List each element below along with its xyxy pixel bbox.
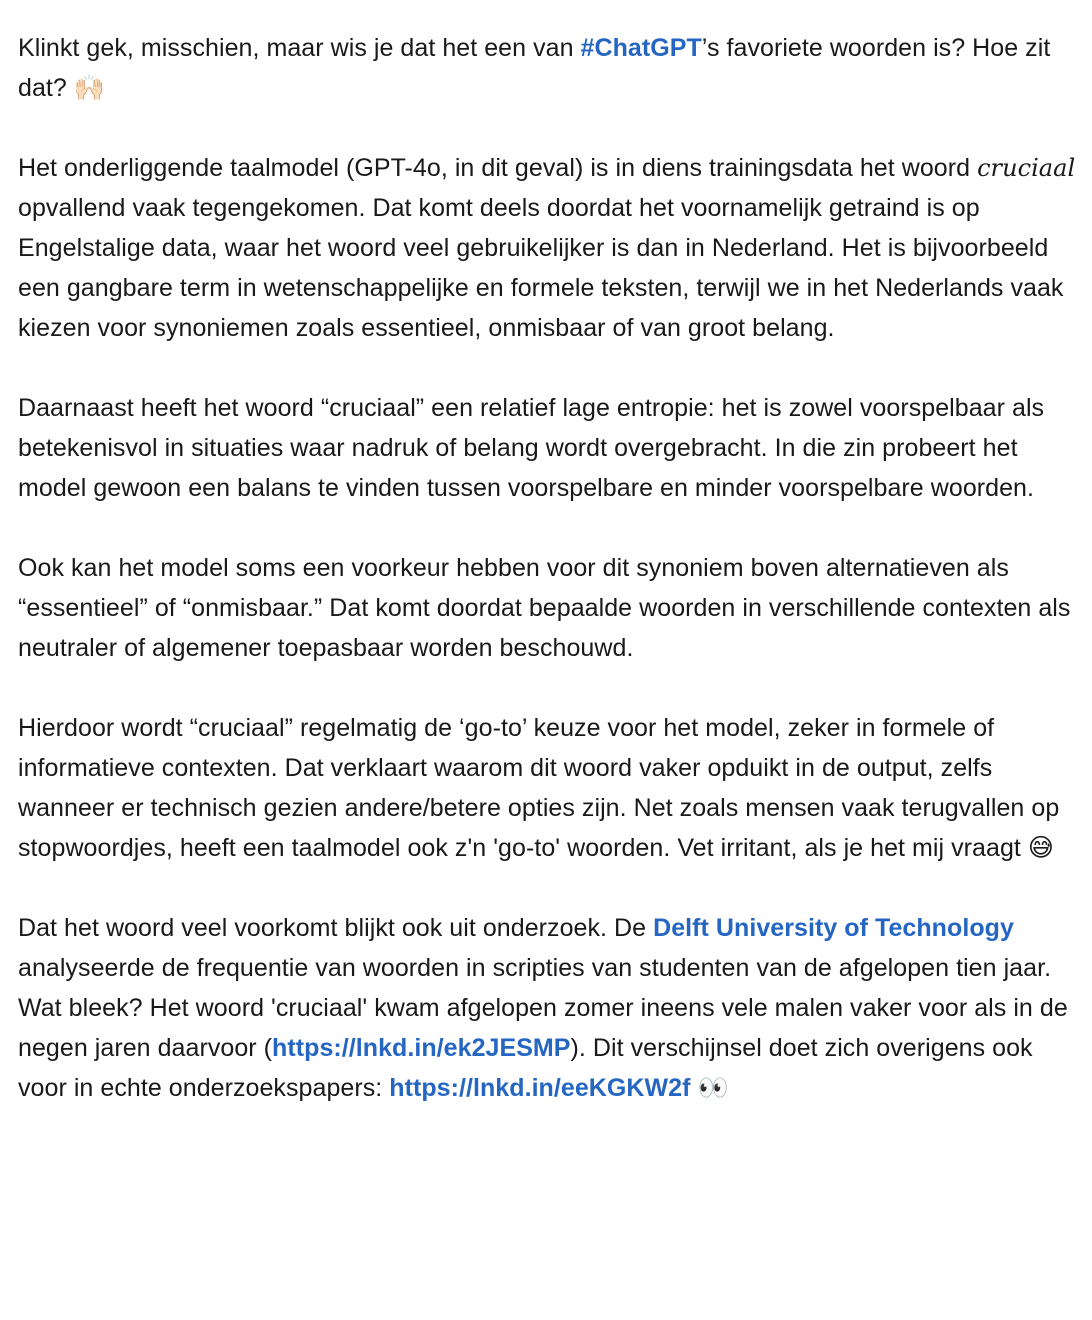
post-text: Ook kan het model soms een voorkeur hebben voor dit synoniem boven alternatieven als “essentieel” of “onmisbaar.” Dat komt doordat bepaalde woorden in verschillende contexten als neutraler of algemener toepasbaar worden beschouwd. — [18, 554, 1071, 662]
post-text: opvallend vaak tegengekomen. Dat komt deels doordat het voornamelijk getraind is op Engelstalige data, waar het woord veel gebruikelijker is dan in Nederland. Het is bijvoorbeeld een gangbare term in wetenschappelijke en formele teksten, terwijl we in het Nederlands vaak kiezen voor synoniemen zoals essentieel, onmisbaar of van groot belang. — [18, 194, 1064, 342]
mention-delft-university-link[interactable]: Delft University of Technology — [653, 914, 1014, 942]
grinning-sweat-emoji-icon: 😅 — [1027, 833, 1055, 862]
post-paragraph-6 — [18, 908, 1078, 1108]
post-text: Klinkt gek, misschien, maar wis je dat het een van — [18, 34, 581, 62]
post-paragraph-2 — [18, 148, 1078, 348]
post-text: Dat het woord veel voorkomt blijkt ook uit onderzoek. De — [18, 914, 654, 942]
post-paragraph-3 — [18, 388, 1078, 508]
url-link-1[interactable]: https://lnkd.in/ek2JESMP — [272, 1034, 571, 1062]
post-paragraph-4 — [18, 548, 1078, 668]
post-paragraph-1 — [18, 28, 1078, 108]
post-text: Hierdoor wordt “cruciaal” regelmatig de ‘go-to’ keuze voor het model, zeker in formele of informatieve contexten. Dat verklaart waarom dit woord vaker opduikt in de output, zelfs wanneer er technisch gezien andere/betere opties zijn. Net zoals mensen vaak terugvallen op stopwoordjes, heeft een taalmodel ook z'n 'go-to' woorden. Vet irritant, als je het mij vraagt — [18, 714, 1060, 862]
post-text: Het onderliggende taalmodel (GPT-4o, in dit geval) is in diens trainingsdata het woord — [18, 154, 978, 182]
post-text: ). Dit verschijnsel doet zich overigens ook voor in echte onderzoekspapers: — [18, 1034, 1033, 1102]
eyes-emoji-icon: 👀 — [697, 1073, 729, 1102]
hashtag-chatgpt-link[interactable]: #ChatGPT — [580, 34, 702, 62]
raising-hands-emoji-icon: 🙌🏻 — [73, 73, 106, 102]
italic-word: cruciaal — [977, 154, 1076, 182]
post-paragraph-5 — [18, 708, 1078, 868]
post-body — [18, 28, 1078, 1108]
post-text: analyseerde de frequentie van woorden in scripties van studenten van de afgelopen tien jaar. Wat bleek? Het woord 'cruciaal' kwam afgelopen zomer ineens vele malen vaker voor als in de negen jaren daarvoor ( — [18, 954, 1068, 1062]
url-link-2[interactable]: https://lnkd.in/eeKGKW2f — [389, 1074, 691, 1102]
post-text: Daarnaast heeft het woord “cruciaal” een relatief lage entropie: het is zowel voorspelbaar als betekenisvol in situaties waar nadruk of belang wordt overgebracht. In die zin probeert het model gewoon een balans te vinden tussen voorspelbare en minder voorspelbare woorden. — [18, 394, 1045, 502]
post-text: ’s favoriete woorden is? Hoe zit dat? — [18, 34, 1051, 102]
